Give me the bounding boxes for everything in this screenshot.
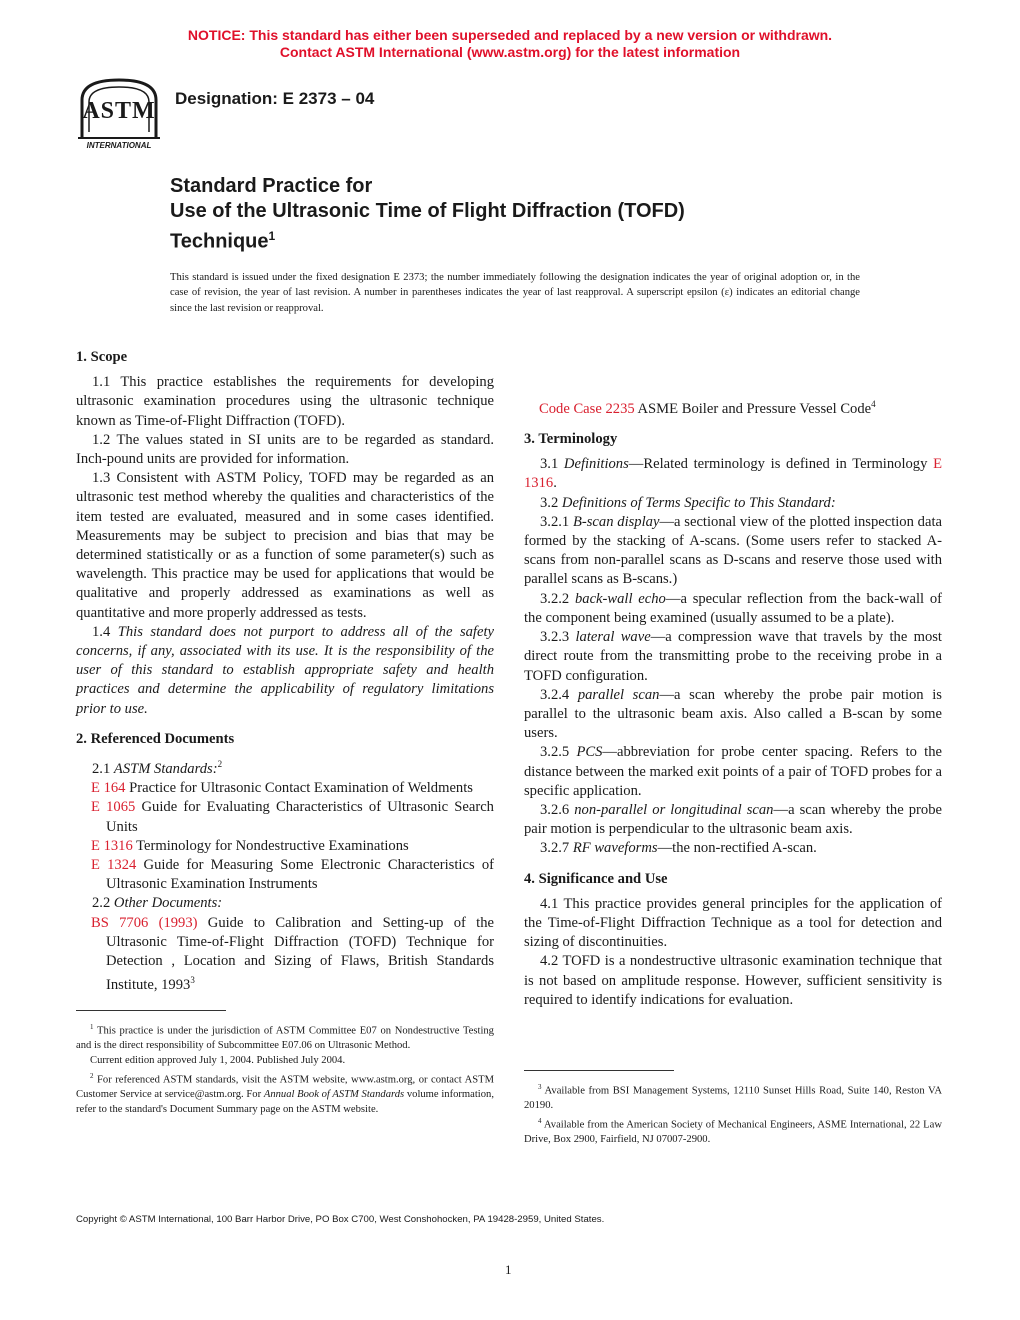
section-1-heading: 1. Scope xyxy=(76,349,128,365)
left-column xyxy=(76,348,494,995)
title-footnote-ref[interactable]: 1 xyxy=(268,229,276,243)
definition-non-parallel-scan: 3.2.6 non-parallel or longitudinal scan—a scan whereby the probe pair motion is perpendicular to the ultrasonic beam axis. xyxy=(524,801,942,838)
notice-line-2: Contact ASTM International (www.astm.org) for the latest information xyxy=(279,44,741,60)
definition-b-scan: 3.2.1 B-scan display—a sectional view of the plotted inspection data formed by the stacking of A-scans. (Some users refer to stacked A-scans from non-parallel scans as D-scans and reserve those used with parallel scans as B-scans.) xyxy=(524,513,942,588)
issuance-statement: This standard is issued under the fixed designation E 2373; the number immediately following the designation indicates the year of original adoption or, in the case of revision, the year of last revision. A number in parentheses indicates the year of last reapproval. A superscript epsilon (ε) indicates an editorial change since the last revision or reapproval. xyxy=(170,272,860,314)
ref-e1324: E 1324 Guide for Measuring Some Electronic Characteristics of Ultrasonic Examination Instruments xyxy=(91,856,494,893)
para-4-1: 4.1 This practice provides general principles for the application of the Time-of-Flight Diffraction Technique as a tool for detection and sizing of discontinuities. xyxy=(524,895,942,951)
right-column xyxy=(524,348,942,1010)
designation: Designation: E 2373 – 04 xyxy=(175,89,375,108)
para-1-2: 1.2 The values stated in SI units are to be regarded as standard. Inch-pound units are provided for information. xyxy=(76,431,494,468)
footnotes-left xyxy=(76,1020,494,1118)
footnotes-right xyxy=(524,1080,942,1148)
section-4-heading: 4. Significance and Use xyxy=(524,870,668,887)
section-2-heading: 2. Referenced Documents xyxy=(76,730,235,747)
ref-e1316: E 1316 Terminology for Nondestructive Examinations xyxy=(91,837,409,854)
title-line-2: Use of the Ultrasonic Time of Flight Diffraction (TOFD) xyxy=(170,200,685,222)
title-line-1: Standard Practice for xyxy=(170,175,373,197)
ref-e1065: E 1065 Guide for Evaluating Characteristics of Ultrasonic Search Units xyxy=(91,799,494,835)
logo-text: ASTM xyxy=(82,98,156,124)
ref-link-terminology-e1316[interactable]: E 1316 xyxy=(524,456,942,492)
footnote-1-approval: Current edition approved July 1, 2004. Published July 2004. xyxy=(90,1055,346,1067)
ref-link-e1324[interactable]: E 1324 xyxy=(91,856,137,873)
astm-logo-graphic xyxy=(72,72,166,152)
ref-link-e1316[interactable]: E 1316 xyxy=(91,837,133,854)
definition-rf-waveforms: 3.2.7 RF waveforms—the non-rectified A-scan. xyxy=(540,840,817,857)
ref-link-e1065[interactable]: E 1065 xyxy=(91,799,136,816)
para-1-4: 1.4 This standard does not purport to address all of the safety concerns, if any, associated with its use. It is the responsibility of the user of this standard to establish appropriate safety and health practices and determine the applicability of regulatory limitations prior to use. xyxy=(76,623,494,717)
ref-link-code-case[interactable]: Code Case 2235 xyxy=(539,400,635,417)
ref-bs7706: BS 7706 (1993) Guide to Calibration and Setting-up of the Ultrasonic Time-of-Flight Diffraction (TOFD) Technique for Detection , Location and Sizing of Flaws, British Standards Institute, 1993$^3$ xyxy=(91,914,494,994)
footnote-divider-left xyxy=(76,1010,226,1011)
para-4-2: 4.2 TOFD is a nondestructive ultrasonic examination technique that is not based on amplitude response. However, sufficient sensitivity is required to identify indications for evaluation. xyxy=(524,953,942,1008)
para-1-1: 1.1 This practice establishes the requirements for developing ultrasonic examination procedures using the ultrasonic technique known as Time-of-Flight Diffraction (TOFD). xyxy=(76,374,494,429)
para-2-2: 2.2 Other Documents: xyxy=(92,895,223,912)
title-line-3: Technique$^1$ xyxy=(170,229,276,253)
definition-pcs: 3.2.5 PCS—abbreviation for probe center spacing. Refers to the distance between the marked exit points of a pair of TOFD probes for a specific application. xyxy=(524,744,942,799)
ref-link-bs7706[interactable]: BS 7706 (1993) xyxy=(91,914,198,931)
para-2-1: 2.1 ASTM Standards:$^2$ xyxy=(92,759,223,777)
notice-line-1: NOTICE: This standard has either been superseded and replaced by a new version or withdrawn. xyxy=(187,27,833,43)
footnote-divider-right xyxy=(524,1070,674,1071)
footnote-3: $^3$ Available from BSI Management Systems, 12110 Sunset Hills Road, Suite 140, Reston VA 20190. xyxy=(524,1083,942,1112)
definition-back-wall-echo: 3.2.2 back-wall echo—a specular reflection from the back-wall of the component being examined (usually assumed to be a plate). xyxy=(524,590,942,626)
ref-e164: E 164 Practice for Ultrasonic Contact Examination of Weldments xyxy=(91,780,473,797)
ref-code-case-2235: Code Case 2235 ASME Boiler and Pressure Vessel Code$^4$ xyxy=(539,399,876,417)
document-title xyxy=(170,174,890,255)
definition-parallel-scan: 3.2.4 parallel scan—a scan whereby the probe pair motion is parallel to the ultrasonic beam axis. Also called a B-scan by some users. xyxy=(524,686,942,742)
footnote-2: $^2$ For referenced ASTM standards, visit the ASTM website, www.astm.org, or contact ASTM Customer Service at service@astm.org. For Annual Book of ASTM Standards volume information, refer to the standard's Document Summary page on the ASTM website. xyxy=(76,1071,494,1116)
section-3-heading: 3. Terminology xyxy=(524,431,618,448)
ref-link-e164[interactable]: E 164 xyxy=(91,780,126,797)
logo-subtext: INTERNATIONAL xyxy=(86,141,152,150)
definition-lateral-wave: 3.2.3 lateral wave—a compression wave that travels by the most direct route from the transmitting probe to the receiving probe in a TOFD configuration. xyxy=(524,629,942,684)
withdrawn-notice xyxy=(0,27,1020,61)
para-3-1: 3.1 Definitions—Related terminology is defined in Terminology E 1316. xyxy=(524,456,942,492)
page-number: 1 xyxy=(505,1262,512,1277)
astm-logo xyxy=(72,72,166,152)
copyright-notice: Copyright © ASTM International, 100 Barr Harbor Drive, PO Box C700, West Conshohocken, PA 19428-2959, United States. xyxy=(76,1214,605,1225)
para-1-3: 1.3 Consistent with ASTM Policy, TOFD may be regarded as an ultrasonic test method whereby the qualities and characteristics of the item tested are evaluated, measured and in some cases identified. Measurements may be subject to precision and bias that may be determined statistically or as a function of some parameter(s) such as wavelength. This practice may be used for applications that would be qualitative and properly addressed as examinations as well as quantitative and more properly addressed as tests. xyxy=(76,470,494,621)
para-3-2: 3.2 Definitions of Terms Specific to This Standard: xyxy=(540,494,836,511)
footnote-1: $^1$ This practice is under the jurisdiction of ASTM Committee E07 on Nondestructive Testing and is the direct responsibility of Subcommittee E07.06 on Ultrasonic Method. xyxy=(76,1023,494,1052)
footnote-4: $^4$ Available from the American Society of Mechanical Engineers, ASME International, 22 Law Drive, Box 2900, Fairfield, NJ 07007-2900. xyxy=(524,1117,942,1146)
